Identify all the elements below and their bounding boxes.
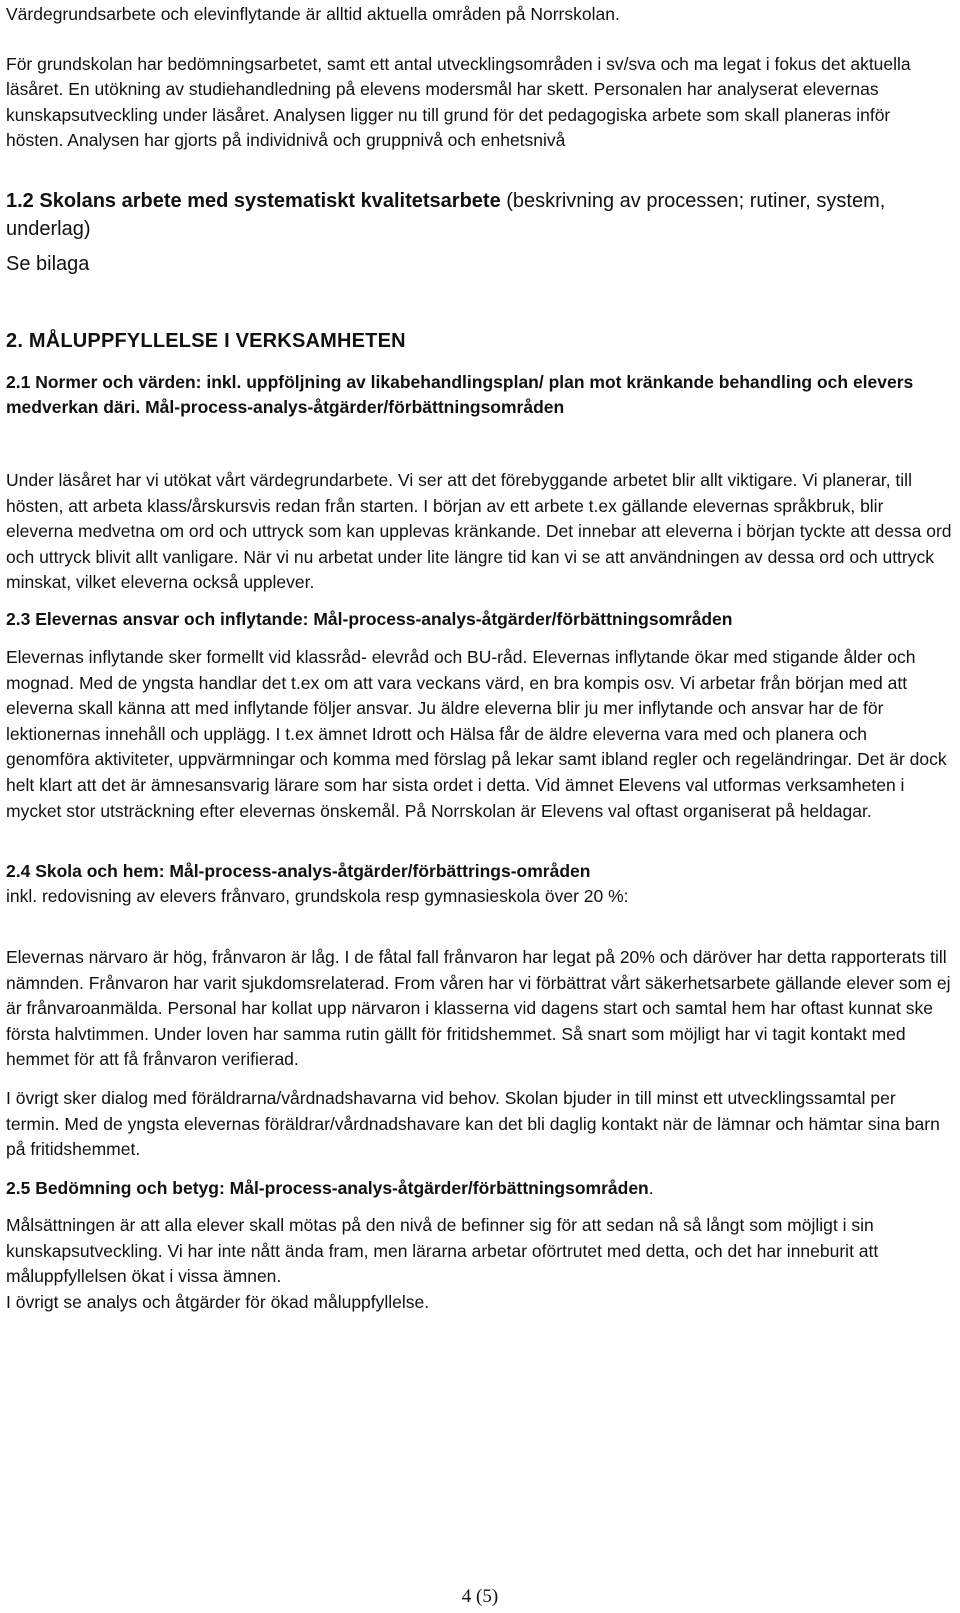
section-2-5-heading-text: 2.5 Bedömning och betyg: Mål-process-analys-åtgärder/förbättningsområden [6,1178,649,1198]
section-2-1-body: Under läsåret har vi utökat vårt värdegrundarbete. Vi ser att det förebyggande arbetet blir allt viktigare. Vi planerar, till hösten, att arbeta klass/årskursvis redan från starten. I början av ett arbete t.ex gällande elevernas språkbruk, blir eleverna medvetna om ord och uttryck som kan upplevas kränkande. Det innebar att eleverna i början tyckte att dessa ord och uttryck blivit allt vanligare. När vi nu arbetat under lite längre tid kan vi se att användningen av dessa ord och uttryck minskat, vilket eleverna också upplever. [6,470,952,593]
section-2-5-body-1: Målsättningen är att alla elever skall mötas på den nivå de befinner sig för att sedan nå så långt som möjligt i sin kunskapsutveckling. Vi har inte nått ända fram, men lärarna arbetar oförtrutet med detta, och det har inneburit att måluppfyllelsen ökat i vissa ämnen. [6,1215,879,1287]
section-2-3-heading: 2.3 Elevernas ansvar och inflytande: Mål-process-analys-åtgärder/förbättningsområden [6,609,733,629]
section-1-2-heading [6,187,952,243]
section-2-5-heading-tail: . [648,1178,654,1198]
section-2-4-subheading: inkl. redovisning av elevers frånvaro, grundskola resp gymnasieskola över 20 %: [6,886,629,906]
section-2-4-heading: 2.4 Skola och hem: Mål-process-analys-åtgärder/förbättrings-områden [6,861,591,881]
intro-paragraph: För grundskolan har bedömningsarbetet, samt ett antal utvecklingsområden i sv/sva och ma legat i fokus det aktuella läsåret. En utökning av studiehandledning på elevens modersmål har skett. Personalen har analyserat elevernas kunskapsutveckling under läsåret. Analysen ligger nu till grund för det pedagogiska arbete som skall planeras inför hösten. Analysen har gjorts på individnivå och gruppnivå och enhetsnivå [6,54,911,150]
section-2-1-heading: 2.1 Normer och värden: inkl. uppföljning av likabehandlingsplan/ plan mot kränkande behandling och elevers medverkan däri. Mål-process-analys-åtgärder/förbättningsområden [6,372,914,418]
section-1-2-heading-rest: (beskrivning av processen; rutiner, system, underlag) [6,190,886,240]
section-1-2-heading-bold: 1.2 Skolans arbete med systematiskt kvalitetsarbete [6,190,501,212]
section-1-2-body: Se bilaga [6,253,90,275]
section-2-4-body-2: I övrigt sker dialog med föräldrarna/vårdnadshavarna vid behov. Skolan bjuder in till minst ett utvecklingssamtal per termin. Med de yngsta elevernas föräldrar/vårdnadshavare kan det bli daglig kontakt när de lämnar och hämtar sina barn på fritidshemmet. [6,1088,940,1160]
section-2-4-body-1: Elevernas närvaro är hög, frånvaron är låg. I de fåtal fall frånvaron har legat på 20% och däröver har detta rapporterats till nämnden. Frånvaron har varit sjukdomsrelaterad. From våren har vi förbättrat vårt säkerhetsarbete gällande elever som ej är frånvaroanmälda. Personal har kollat upp närvaron i klasserna vid dagens start och samtal hem har oftast kunnat ske första halvtimmen. Under loven har samma rutin gällt för fritidshemmet. Så snart som möjligt har vi tagit kontakt med hemmet för att få frånvaron verifierad. [6,947,951,1070]
section-2-5-body-2: I övrigt se analys och åtgärder för ökad måluppfyllelse. [6,1292,430,1312]
section-2-heading: 2. MÅLUPPFYLLELSE I VERKSAMHETEN [6,330,406,352]
intro-line: Värdegrundsarbete och elevinflytande är alltid aktuella områden på Norrskolan. [6,4,620,24]
page-number: 4 (5) [461,1586,499,1607]
section-2-5-heading [6,1176,952,1201]
section-2-3-body: Elevernas inflytande sker formellt vid klassråd- elevråd och BU-råd. Elevernas inflytande ökar med stigande ålder och mognad. Med de yngsta handlar det t.ex om att vara veckans värd, en bra kompis osv. Vi arbetar från början med att eleverna skall känna att med inflytande följer ansvar. Ju äldre eleverna blir ju mer inflytande och ansvar har de för lektionernas innehåll och upplägg. I t.ex ämnet Idrott och Hälsa får de äldre eleverna vara med och planera och genomföra aktiviteter, uppvärmningar och komma med förslag på lekar samt ibland regler och regeländringar. Det är dock helt klart att det är ämnesansvarig lärare som har sista ordet i detta. Vid ämnet Elevens val utformas verksamheten i mycket stor utsträckning efter elevernas önskemål. På Norrskolan är Elevens val oftast organiserat på heldagar. [6,647,947,821]
